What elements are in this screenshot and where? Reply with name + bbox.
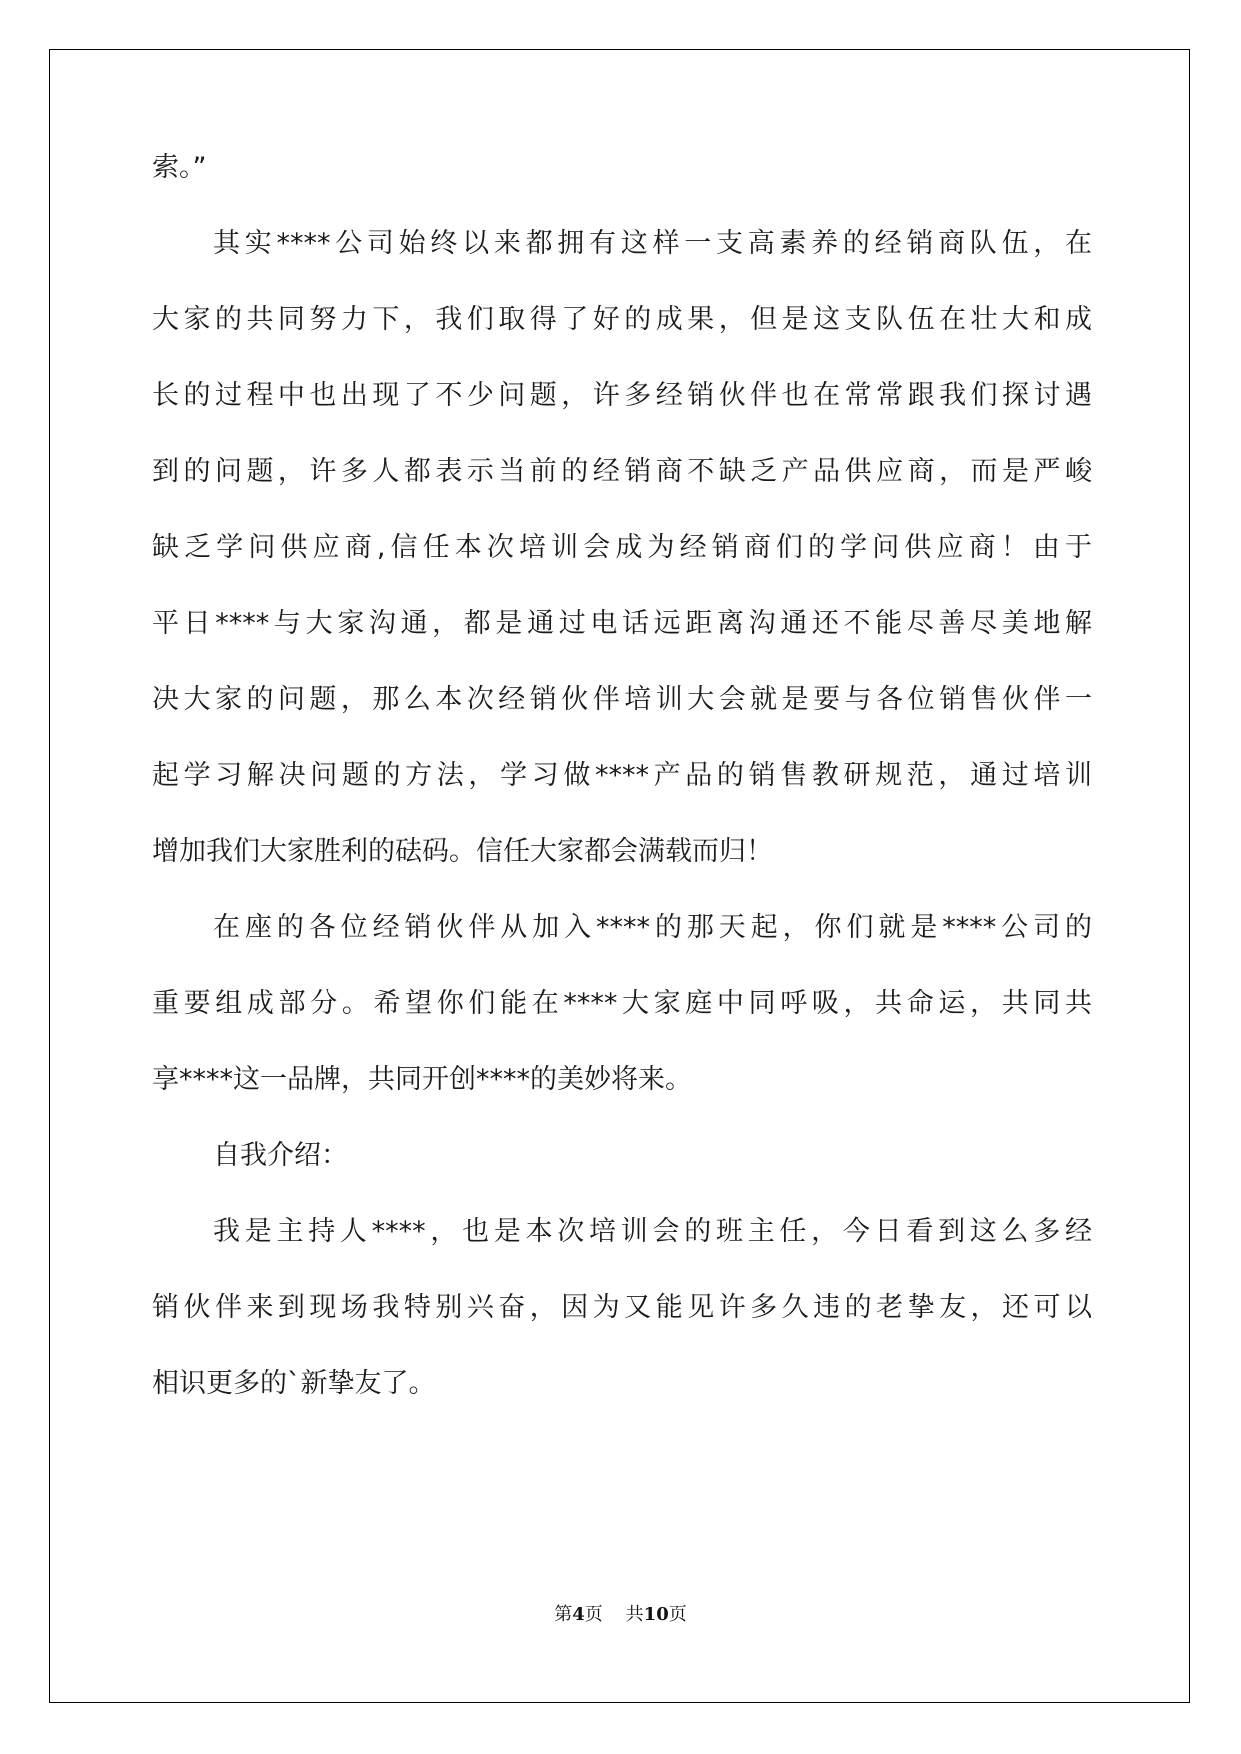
paragraph-line: 增加我们大家胜利的砝码。信任大家都会满载而归！ [152, 836, 773, 867]
page-footer [0, 1600, 1241, 1626]
paragraph-line: 起学习解决问题的方法，学习做****产品的销售教研规范，通过培训 [152, 760, 1092, 791]
paragraph-line: 享****这一品牌，共同开创****的美妙将来。 [152, 1064, 692, 1095]
total-pages: 10 [643, 1604, 669, 1625]
paragraph-line: 缺乏学问供应商,信任本次培训会成为经销商们的学问供应商！由于 [152, 532, 1092, 563]
page-prefix: 第 [554, 1604, 573, 1625]
paragraph-line: 我是主持人****，也是本次培训会的班主任，今日看到这么多经 [213, 1216, 1092, 1247]
page-suffix: 页 [584, 1604, 603, 1625]
paragraph-line: 重要组成部分。希望你们能在****大家庭中同呼吸，共命运，共同共 [152, 988, 1092, 1019]
paragraph-line: 长的过程中也出现了不少问题，许多经销伙伴也在常常跟我们探讨遇 [152, 380, 1092, 411]
paragraph-line: 到的问题，许多人都表示当前的经销商不缺乏产品供应商，而是严峻 [152, 456, 1092, 487]
text-line: 索。” [152, 152, 207, 183]
paragraph-line: 平日****与大家沟通，都是通过电话远距离沟通还不能尽善尽美地解 [152, 608, 1092, 639]
paragraph-line: 相识更多的`新挚友了。 [152, 1368, 436, 1399]
total-prefix: 共 [625, 1604, 644, 1625]
paragraph-line: 其实****公司始终以来都拥有这样一支高素养的经销商队伍，在 [213, 228, 1092, 259]
paragraph-line: 销伙伴来到现场我特别兴奋，因为又能见许多久违的老挚友，还可以 [152, 1292, 1092, 1323]
paragraph-line: 决大家的问题，那么本次经销伙伴培训大会就是要与各位销售伙伴一 [152, 684, 1092, 715]
paragraph-line: 大家的共同努力下，我们取得了好的成果，但是这支队伍在壮大和成 [152, 304, 1092, 335]
paragraph-line: 在座的各位经销伙伴从加入****的那天起，你们就是****公司的 [213, 912, 1092, 943]
total-suffix: 页 [668, 1604, 687, 1625]
page-number: 4 [572, 1604, 585, 1625]
section-heading: 自我介绍： [213, 1140, 348, 1171]
